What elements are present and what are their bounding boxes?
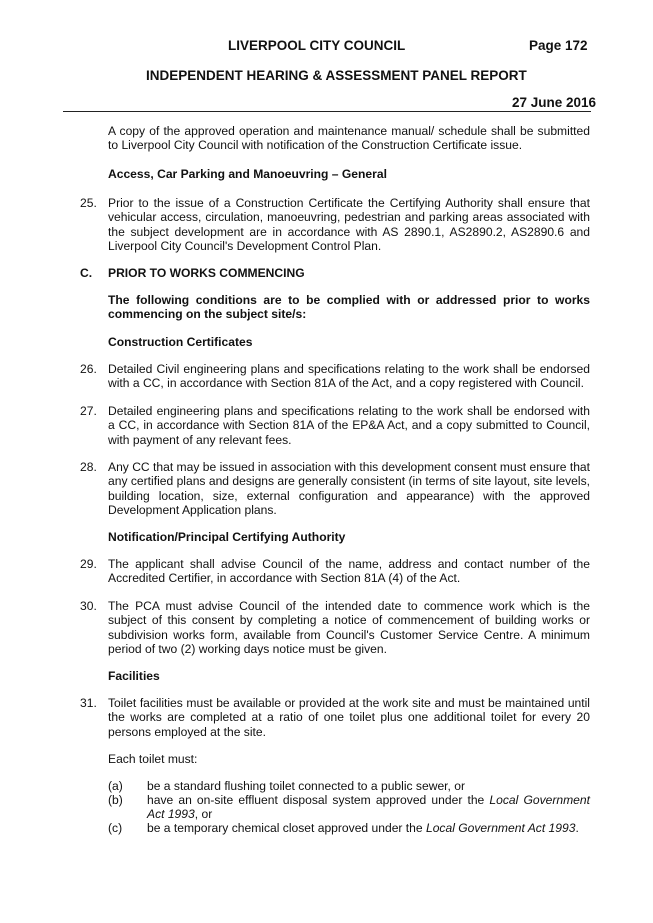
item-30-text: The PCA must advise Council of the intended date to commence work which is the subject of this consent by completing a notice of commencement of building works or subdivision works form, available from Council's Customer Service Centre. A minimum period of two (2) working days notice must be given. <box>108 599 590 657</box>
report-date: 27 June 2016 <box>512 95 597 110</box>
sub-item-a-text: be a standard flushing toilet connected to a public sewer, or <box>147 779 465 793</box>
page-number: Page 172 <box>529 38 588 53</box>
sub-item-a-label: (a) <box>108 779 123 793</box>
sub-item-b-text-after: , or <box>194 807 213 822</box>
item-26-number: 26. <box>80 362 97 376</box>
section-c-intro: The following conditions are to be complied with or addressed prior to works commencing on the subject site/s: <box>108 293 590 322</box>
item-25-text: Prior to the issue of a Construction Certificate the Certifying Authority shall ensure that vehicular access, circulation, manoeuvring, pedestrian and parking areas associated with the subject development are in accordance with AS 2890.1, AS2890.2, AS2890.6 and Liverpool City Council's Development Control Plan. <box>108 196 590 254</box>
sub-item-b-text <box>147 793 590 822</box>
sub-item-c-act: Local Government Act 1993 <box>425 821 576 835</box>
item-27-number: 27. <box>80 404 97 418</box>
sub-item-b-label: (b) <box>108 793 123 807</box>
item-26-text: Detailed Civil engineering plans and specifications relating to the work shall be endorsed with a CC, in accordance with Section 81A of the Act, and a copy registered with Council. <box>108 362 590 391</box>
report-title: INDEPENDENT HEARING & ASSESSMENT PANEL REPORT <box>146 68 527 83</box>
council-name: LIVERPOOL CITY COUNCIL <box>228 38 406 53</box>
item-29-text: The applicant shall advise Council of the name, address and contact number of the Accredited Certifier, in accordance with Section 81A (4) of the Act. <box>108 557 590 586</box>
heading-access: Access, Car Parking and Manoeuvring – General <box>108 167 387 181</box>
each-toilet-intro: Each toilet must: <box>108 752 198 766</box>
header-divider <box>63 111 591 112</box>
item-30-number: 30. <box>80 599 97 613</box>
sub-item-b-act: Local Government Act 1993 <box>147 793 590 822</box>
item-28-text: Any CC that may be issued in association with this development consent must ensure that any certified plans and designs are generally consistent (in terms of site layout, site levels, building location, size, external configuration and appearance) with the approved Development Application plans. <box>108 460 590 518</box>
item-29-number: 29. <box>80 557 97 571</box>
item-31-text: Toilet facilities must be available or provided at the work site and must be maintained until the works are completed at a ratio of one toilet plus one additional toilet for every 20 persons employed at the site. <box>108 696 590 739</box>
sub-item-c-text-before: be a temporary chemical closet approved under the <box>147 821 426 835</box>
item-28-number: 28. <box>80 460 97 474</box>
item-27-text: Detailed engineering plans and specifications relating to the work shall be endorsed with a CC, in accordance with Section 81A of the EP&A Act, and a copy submitted to Council, with payment of any relevant fees. <box>108 404 590 447</box>
section-c-title: PRIOR TO WORKS COMMENCING <box>108 266 305 280</box>
heading-notification-pca: Notification/Principal Certifying Authority <box>108 530 346 544</box>
heading-facilities: Facilities <box>108 669 160 683</box>
sub-item-c-label: (c) <box>108 821 123 835</box>
section-c-letter: C. <box>80 266 93 280</box>
sub-item-c-text-after: . <box>575 821 579 835</box>
intro-paragraph: A copy of the approved operation and maintenance manual/ schedule shall be submitted to Liverpool City Council with notification of the Construction Certificate issue. <box>108 124 590 153</box>
sub-item-c-text <box>147 821 590 835</box>
item-25-number: 25. <box>80 196 97 210</box>
heading-construction-certificates: Construction Certificates <box>108 335 253 349</box>
item-31-number: 31. <box>80 696 97 710</box>
sub-item-b-text-before: have an on-site effluent disposal system approved under the <box>147 793 490 807</box>
